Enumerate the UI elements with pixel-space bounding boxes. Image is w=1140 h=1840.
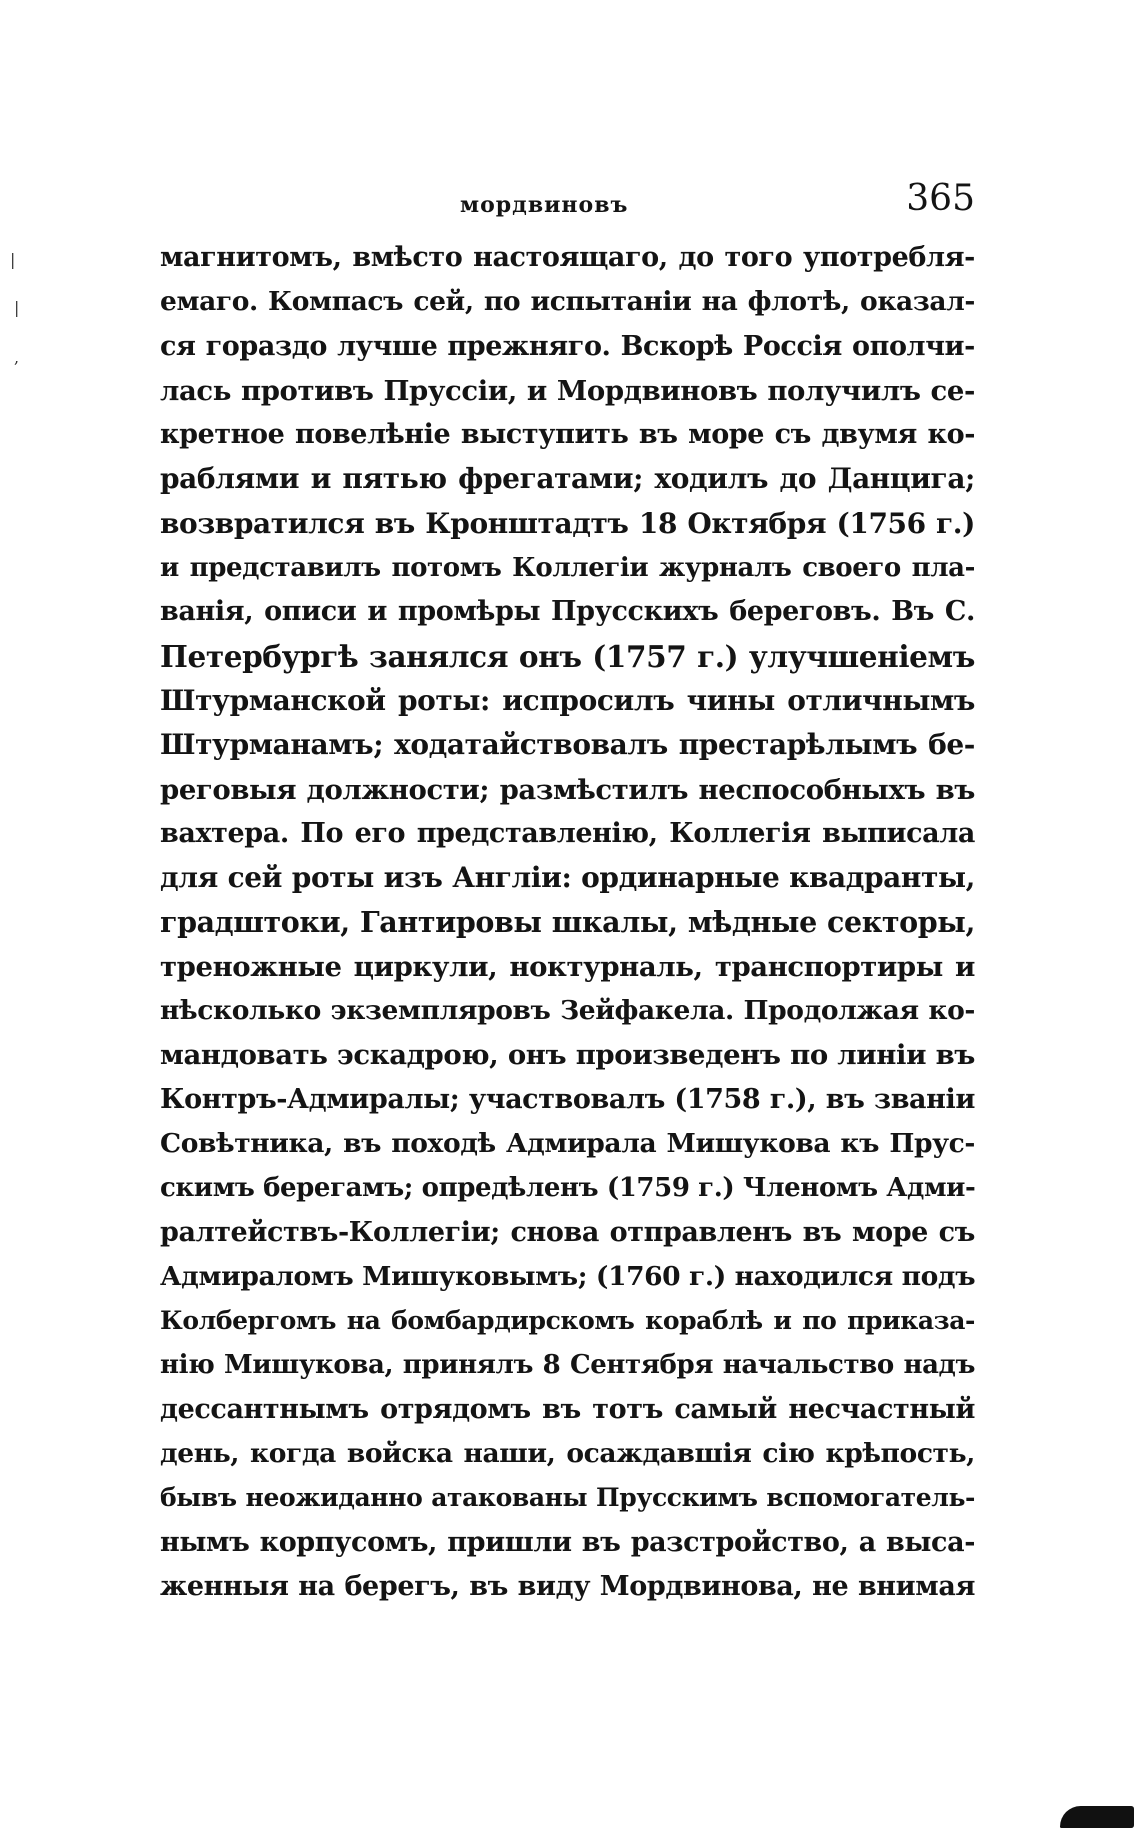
text-line: Петербургѣ занялся онъ (1757 г.) улучшеніемъ bbox=[160, 638, 975, 674]
text-line: градштоки, Гантировы шкалы, мѣдные секторы, bbox=[160, 905, 975, 940]
text-line: ванія, описи и промѣры Прусскихъ береговъ. Въ С. bbox=[160, 596, 975, 628]
text-line: для сей роты изъ Англіи: ординарные квадранты, bbox=[160, 861, 975, 895]
text-line: Совѣтника, въ походѣ Адмирала Мишукова къ Прус- bbox=[160, 1127, 975, 1159]
page-header bbox=[160, 178, 975, 226]
text-line: скимъ берегамъ; опредѣленъ (1759 г.) Членомъ Адми- bbox=[160, 1173, 976, 1204]
text-line: день, когда войска наши, осаждавшія сію крѣпость, bbox=[160, 1438, 975, 1470]
page-number: 365 bbox=[906, 178, 975, 219]
text-line: мандовать эскадрою, онъ произведенъ по линіи въ bbox=[160, 1039, 975, 1072]
text-line: бывъ неожиданно атакованы Прусскимъ вспомогатель- bbox=[160, 1483, 975, 1513]
text-line: лась противъ Пруссіи, и Мордвиновъ получилъ се- bbox=[160, 374, 975, 407]
margin-tick: | bbox=[14, 298, 20, 317]
body-text bbox=[160, 236, 975, 1609]
text-line: нѣсколько экземпляровъ Зейфакела. Продолжая ко- bbox=[160, 995, 975, 1027]
text-line: Штурманской роты: испросилъ чины отличнымъ bbox=[160, 683, 975, 717]
text-line: треножные циркули, ноктурналь, транспортиры и bbox=[160, 950, 975, 983]
margin-tick: , bbox=[14, 348, 20, 367]
text-line: нію Мишукова, принялъ 8 Сентября начальство надъ bbox=[160, 1350, 975, 1381]
ink-blot bbox=[1060, 1806, 1134, 1828]
text-line: реговыя должности; размѣстилъ неспособныхъ въ bbox=[160, 773, 975, 806]
text-line: раблями и пятью фрегатами; ходилъ до Данцига; bbox=[160, 462, 975, 496]
text-line: возвратился въ Кронштадтъ 18 Октября (1756 г.) bbox=[160, 506, 975, 540]
text-line: Колбергомъ на бомбардирскомъ кораблѣ и по приказа- bbox=[160, 1306, 975, 1336]
text-line: Контръ-Адмиралы; участвовалъ (1758 г.), въ званіи bbox=[160, 1083, 975, 1115]
text-line: и представилъ потомъ Коллегіи журналъ своего пла- bbox=[160, 553, 975, 584]
text-line: кретное повелѣніе выступить въ море съ двумя ко- bbox=[160, 419, 975, 451]
text-line: Адмираломъ Мишуковымъ; (1760 г.) находился подъ bbox=[160, 1260, 976, 1292]
margin-tick: | bbox=[10, 250, 16, 269]
text-line: ся гораздо лучше прежняго. Вскорѣ Россія ополчи- bbox=[160, 330, 975, 362]
text-line: Штурманамъ; ходатайствовалъ престарѣлымъ бе- bbox=[160, 728, 975, 762]
text-line: женныя на берегъ, въ виду Мордвинова, не внимая bbox=[160, 1570, 975, 1602]
text-line: нымъ корпусомъ, пришли въ разстройство, а высa- bbox=[160, 1526, 975, 1558]
text-line: дессантнымъ отрядомъ въ тотъ самый несчастный bbox=[160, 1393, 975, 1425]
text-line: емаго. Компасъ сей, по испытаніи на флотѣ, оказал- bbox=[160, 286, 975, 318]
text-line: ралтействъ-Коллегіи; снова отправленъ въ море съ bbox=[160, 1216, 975, 1248]
text-line: вахтера. По его представленію, Коллегія выписала bbox=[160, 817, 975, 849]
running-head: мордвиновъ bbox=[460, 192, 629, 218]
text-line: магнитомъ, вмѣсто настоящаго, до того употребля- bbox=[160, 242, 975, 273]
